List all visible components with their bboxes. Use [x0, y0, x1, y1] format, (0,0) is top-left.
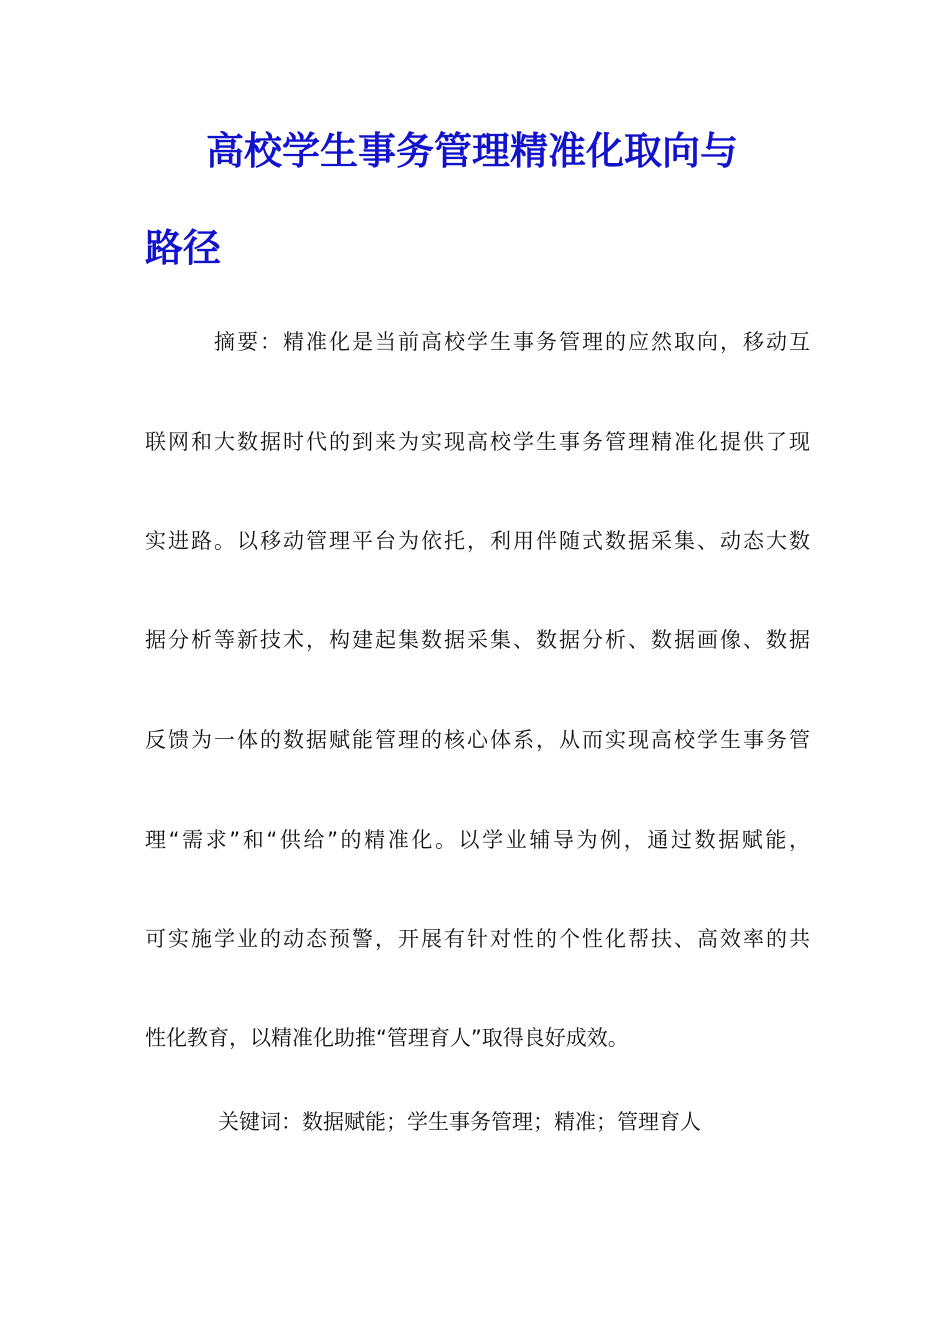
abstract-line-4: 据分析等新技术，构建起集数据采集、数据分析、数据画像、数据: [145, 628, 810, 652]
document-title-line-1: 高校学生事务管理精准化取向与: [206, 129, 739, 173]
abstract-line-6: 理“需求”和“供给”的精准化。以学业辅导为例，通过数据赋能，: [145, 828, 810, 852]
abstract-line-1: 摘要：精准化是当前高校学生事务管理的应然取向，移动互: [214, 330, 810, 354]
abstract-line-7: 可实施学业的动态预警，开展有针对性的个性化帮扶、高效率的共: [145, 927, 810, 951]
abstract-line-5: 反馈为一体的数据赋能管理的核心体系，从而实现高校学生事务管: [145, 728, 810, 752]
abstract-line-8: 性化教育，以精准化助推“管理育人”取得良好成效。: [145, 1026, 629, 1050]
document-title-line-2: 路径: [145, 226, 222, 270]
abstract-line-3: 实进路。以移动管理平台为依托，利用伴随式数据采集、动态大数: [145, 529, 810, 553]
abstract-line-2: 联网和大数据时代的到来为实现高校学生事务管理精准化提供了现: [145, 430, 810, 454]
keywords-line: 关键词：数据赋能；学生事务管理；精准；管理育人: [218, 1110, 701, 1134]
